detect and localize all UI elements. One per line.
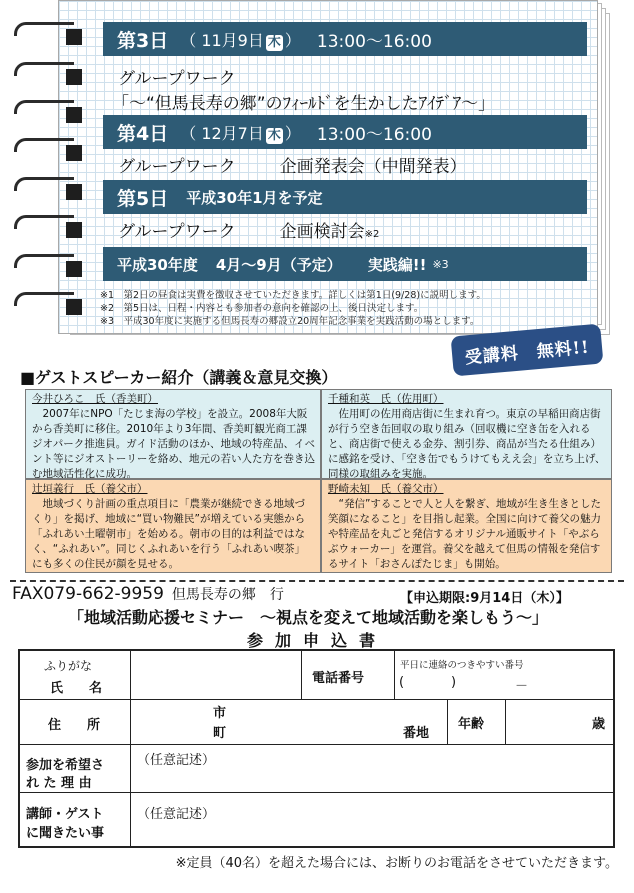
seminar-title: 「地域活動応援セミナー ～視点を変えて地域活動を楽しもう～」 — [68, 608, 549, 627]
day5-desc: グループワーク 企画検討会※2 — [118, 222, 380, 242]
day4-desc: グループワーク 企画発表会（中間発表） — [118, 157, 467, 177]
day3-desc-2: 「～“但馬長寿の郷”のﾌｨｰﾙﾄﾞを生かしたｱｲﾃﾞｱ～」 — [112, 94, 496, 114]
day-bar-3 — [103, 22, 587, 56]
fy-mark: ※3 — [432, 257, 449, 271]
spiral-coil-icon — [14, 100, 84, 130]
speaker-bio: “発信”することで人と人を繋ぎ、地域が生き生きとした笑顔になること」を目指し起業。全国に向けて養父の魅力や特産品を丸ごと発信するオリジナル通販サイト「やぶらぶウォーカー」を運営。養父を越えて但馬の情報を発信するサイト「おさんぽたじま」も開始。 — [328, 498, 601, 570]
reason-field[interactable]: （任意記述） — [137, 753, 216, 768]
fax-recipient: 但馬長寿の郷 行 — [171, 587, 284, 603]
day-label: 第5日 — [117, 187, 169, 210]
day-note: 平成30年1月を予定 — [186, 188, 323, 207]
spiral-coil-icon — [14, 138, 84, 168]
notebook-schedule — [0, 0, 634, 360]
name-label: 氏 名 — [50, 681, 103, 696]
furigana-label: ふりがな — [44, 659, 93, 673]
weekday-badge: 木 — [267, 127, 281, 143]
phone-label: 電話番号 — [312, 671, 365, 686]
speaker-bio: 2007年にNPO「たじま海の学校」を設立。2008年大阪から香美町に移住。2010年より3年間、香美町観光商工課ジオパーク推進員。ガイド活動のほか、地域の特産品、イベント等にジオストーリーを絡め、地元の若い人た方を巻き込む地域活性化に成功。 — [32, 408, 315, 479]
fy-label: 平成30年度 — [117, 255, 198, 274]
day-bar-4 — [103, 115, 587, 149]
application-form-title: 参加申込書 — [246, 631, 387, 650]
question-field[interactable]: （任意記述） — [137, 807, 216, 822]
address-field[interactable]: 市 町 番地 — [213, 706, 430, 741]
spiral-coil-icon — [14, 292, 84, 322]
spiral-coil-icon — [14, 22, 84, 52]
spiral-coil-icon — [14, 215, 84, 245]
speaker-name: 今井ひろこ 氏（香美町） — [32, 393, 158, 405]
spiral-coil-icon — [14, 177, 84, 207]
spiral-coil-icon — [14, 254, 84, 284]
day-label: 第3日 — [117, 29, 169, 52]
day-date: （ 12月7日 木 ） — [180, 123, 301, 143]
day-bar-fy30 — [103, 247, 587, 281]
name-field[interactable] — [131, 651, 301, 699]
reason-label-2: れ た 理 由 — [26, 776, 92, 791]
fy-practice: 実践編!! — [367, 255, 427, 274]
day-bar-5 — [103, 180, 587, 214]
application-form-table — [18, 649, 615, 848]
application-deadline: 【申込期限:9月14日（木）】 — [400, 591, 569, 606]
fax-line — [12, 584, 284, 604]
day-date: （ 11月9日 木 ） — [180, 30, 301, 50]
footnote-1: ※1 第2日の昼食は実費を徴収させていただきます。詳しくは第1日(9/28)に説明します。 — [100, 290, 486, 301]
phone-note: 平日に連絡のつきやすい番号 — [400, 660, 524, 671]
question-label-1: 講師・ゲスト — [26, 807, 104, 822]
day-label: 第4日 — [117, 122, 169, 145]
speaker-card-chigusa — [321, 389, 612, 479]
reason-label-1: 参加を希望さ — [26, 758, 105, 773]
age-field[interactable]: 歳 — [592, 717, 606, 732]
speaker-bio: 地域づくり計画の重点項目に「農業が継続できる地域づくり」を掲げ、地域に“買い物難民”が増えている実態から「ふれあい土曜朝市」を始める。朝市の目的は利益ではなく、“ふれあい”。同じくふれあいを行う「ふれあい喫茶」にも多くの住民が顔を見せる。 — [32, 498, 306, 570]
speaker-bio: 佐用町の佐用商店街に生まれ育つ。東京の早稲田商店街が行う空き缶回収の取り組み（回収機に空き缶を入れると、商店街で使える金券、割引券、商品が当たる仕組み）に感銘を受け、「空き缶でもうけてもええ会」を立ち上げ、同様の取組みを実施。 — [328, 408, 606, 479]
day-time: 13:00～16:00 — [316, 31, 432, 52]
speaker-card-imai — [25, 389, 321, 479]
speaker-card-tsujigaki — [25, 479, 321, 573]
spiral-coil-icon — [14, 62, 84, 92]
fy-period: 4月～9月（予定） — [215, 255, 342, 274]
address-label: 住 所 — [48, 718, 101, 733]
speaker-card-nozaki — [321, 479, 612, 573]
footnote-3: ※3 平成30年度に実施する但馬長寿の郷設立20周年記念事業を実践活動の場とします。 — [100, 316, 480, 327]
fax-number: FAX079-662-9959 — [12, 584, 164, 604]
footnote-2: ※2 第5日は、日程・内容とも参加者の意向を確認の上、後日決定します。 — [100, 303, 424, 314]
question-label-2: に聞きたい事 — [26, 826, 105, 841]
speaker-name: 辻垣義行 氏（養父市） — [32, 483, 148, 495]
guest-section-title: ■ゲストスピーカー紹介（講義＆意見交換） — [20, 368, 338, 387]
day3-desc-1: グループワーク — [118, 69, 236, 89]
cut-line-divider — [10, 580, 624, 582]
weekday-badge: 木 — [267, 34, 281, 50]
free-tuition-badge: 受講料 無料!! — [451, 324, 604, 377]
day-time: 13:00～16:00 — [316, 124, 432, 145]
age-label: 年齢 — [458, 717, 485, 732]
footnotes — [100, 289, 486, 328]
speaker-name: 野崎未知 氏（養父市） — [328, 483, 444, 495]
capacity-note: ※定員（40名）を超えた場合には、お断りのお電話をさせていただきます。 — [175, 856, 618, 871]
phone-field[interactable]: ( ) － — [399, 675, 529, 694]
speaker-name: 千種和英 氏（佐用町） — [328, 393, 444, 405]
